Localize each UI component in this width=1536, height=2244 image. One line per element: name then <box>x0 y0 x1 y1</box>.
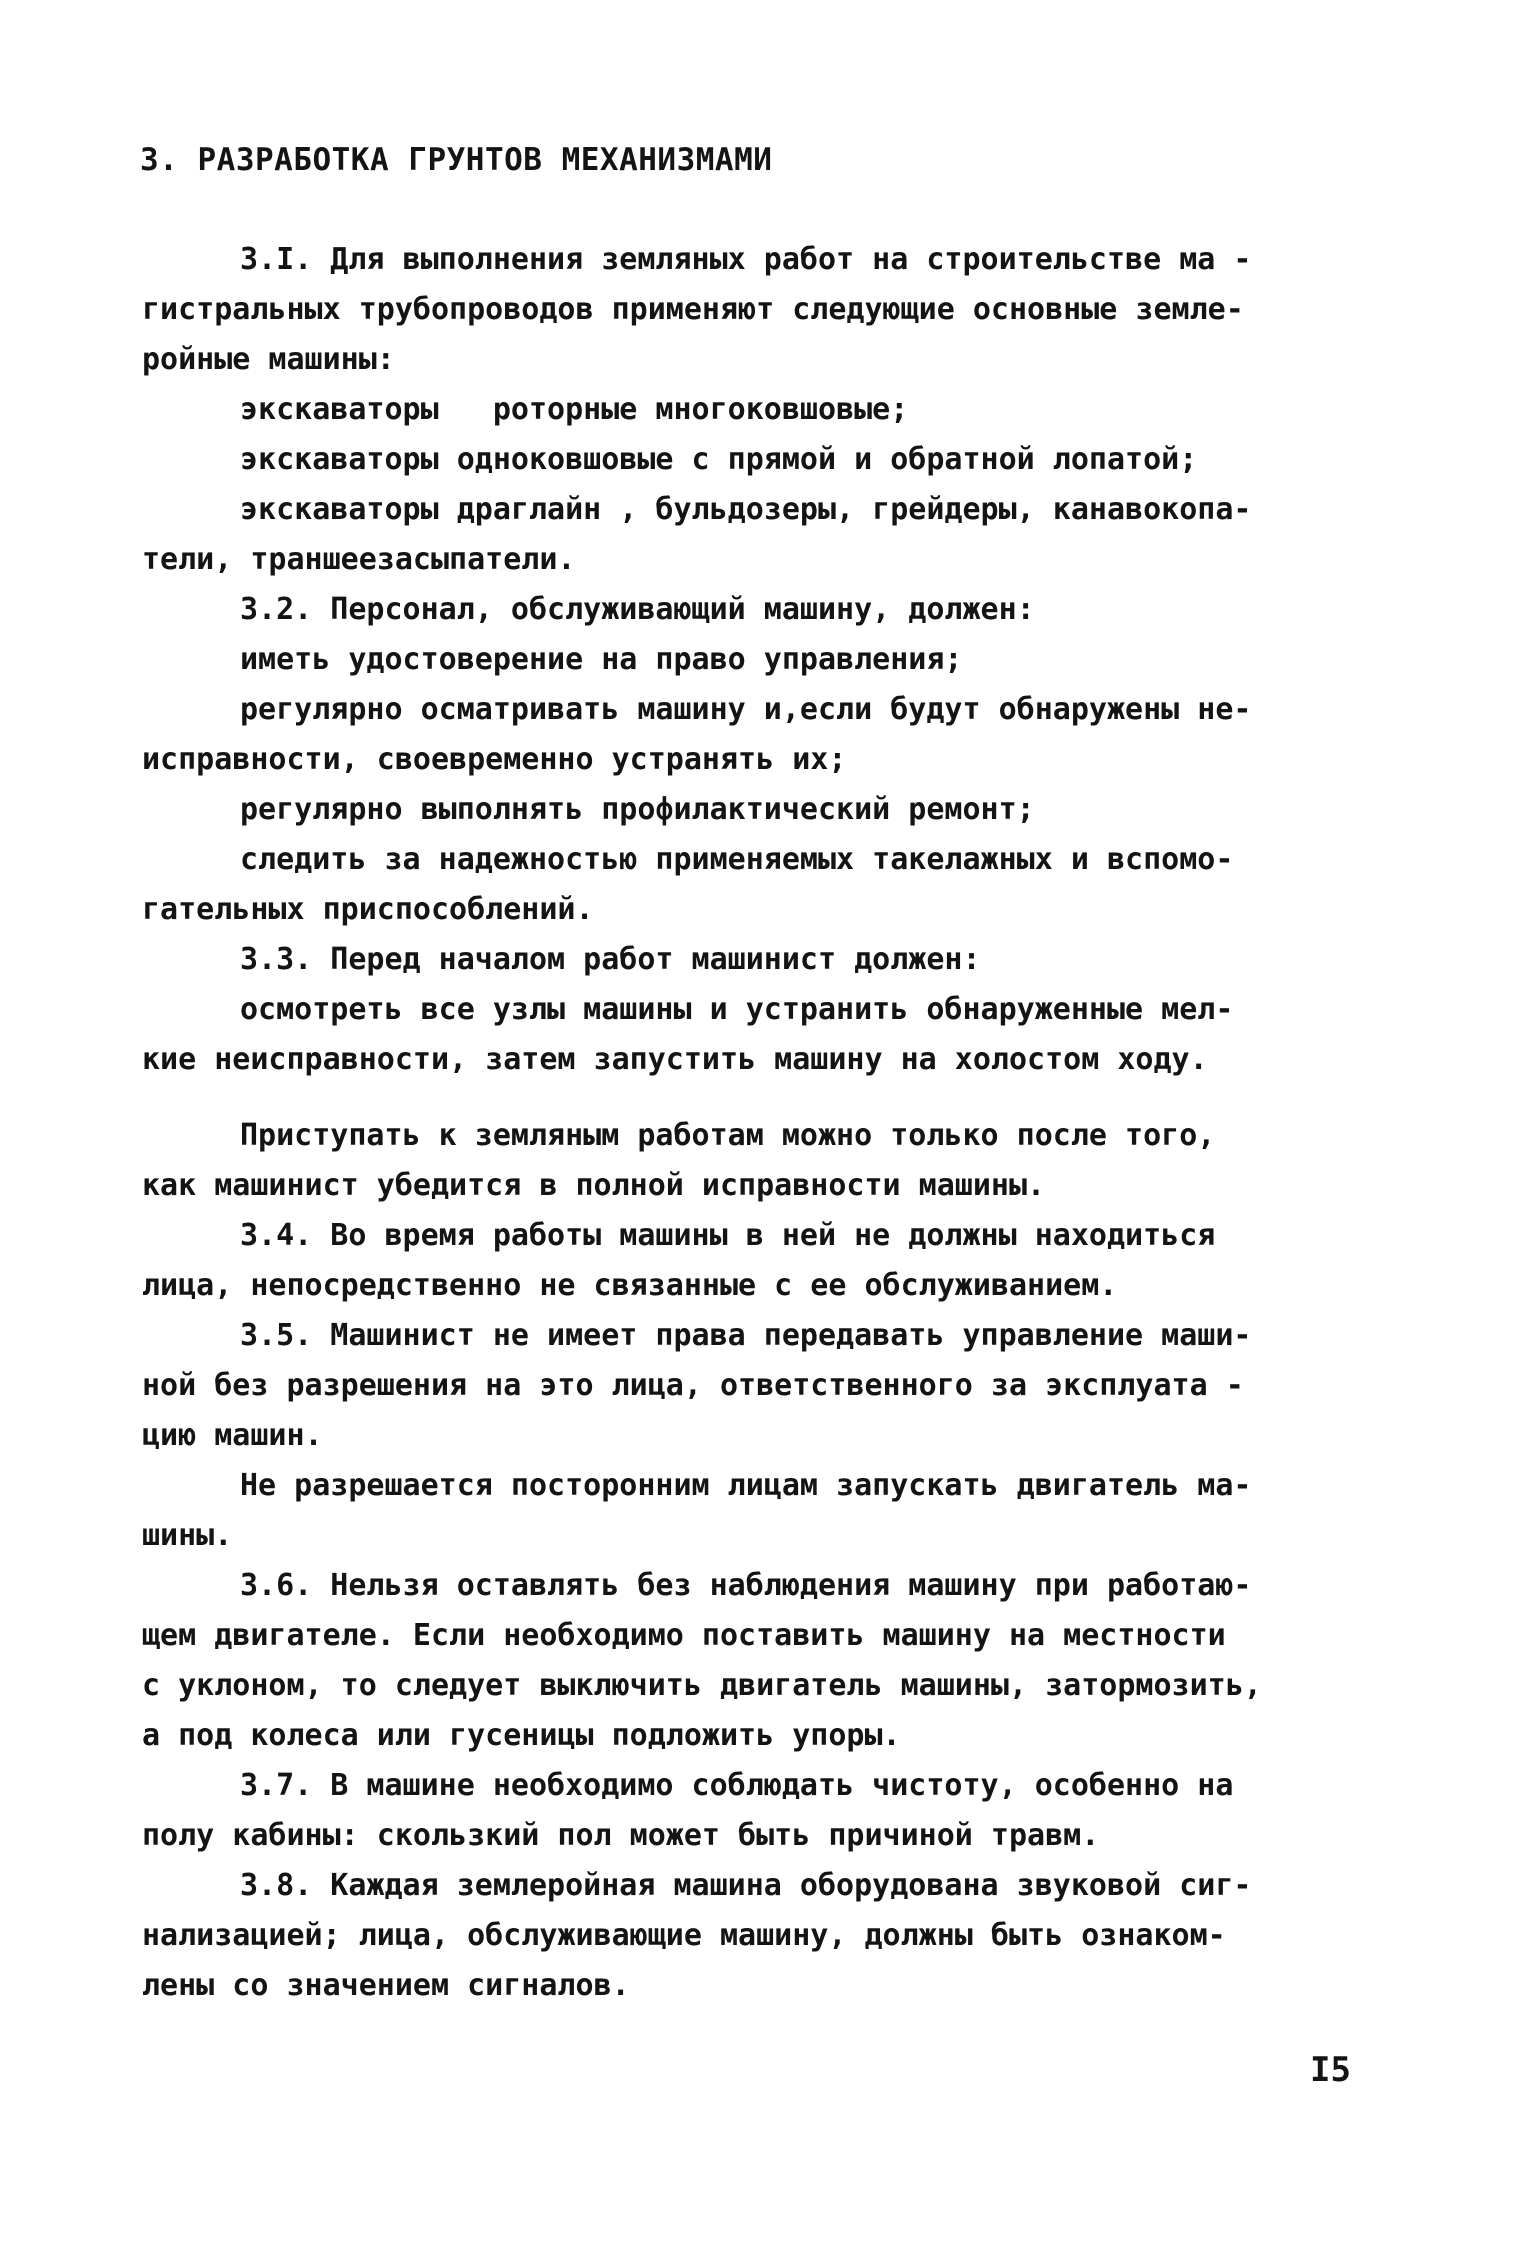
text-line: Приступать к земляным работам можно только после того, <box>240 1118 1216 1153</box>
text-line: а под колеса или гусеницы подложить упоры. <box>142 1718 901 1753</box>
text-line: ройные машины: <box>142 342 395 377</box>
text-line: лица, непосредственно не связанные с ее обслуживанием. <box>142 1268 1118 1303</box>
text-line: ной без разрешения на это лица, ответственного за эксплуата - <box>142 1368 1244 1403</box>
text-line: нализацией; лица, обслуживающие машину, должны быть ознаком- <box>142 1918 1226 1953</box>
text-line: 3.2. Персонал, обслуживающий машину, должен: <box>240 592 1035 627</box>
section-heading: 3. РАЗРАБОТКА ГРУНТОВ МЕХАНИЗМАМИ <box>140 142 773 178</box>
text-line: тели, траншеезасыпатели. <box>142 542 576 577</box>
page-number: I5 <box>1310 2050 1351 2090</box>
text-line: следить за надежностью применяемых такелажных и вспомо- <box>240 842 1234 877</box>
text-line: 3.6. Нельзя оставлять без наблюдения машину при работаю- <box>240 1568 1252 1603</box>
text-line: как машинист убедится в полной исправности машины. <box>142 1168 1046 1203</box>
text-line: осмотреть все узлы машины и устранить обнаруженные мел- <box>240 992 1234 1027</box>
text-line: полу кабины: скользкий пол может быть причиной травм. <box>142 1818 1100 1853</box>
text-line: шины. <box>142 1518 233 1553</box>
text-line: регулярно выполнять профилактический ремонт; <box>240 792 1035 827</box>
text-line: цию машин. <box>142 1418 323 1453</box>
text-line: экскаваторы роторные многоковшовые; <box>240 392 909 427</box>
text-line: 3.5. Машинист не имеет права передавать управление маши- <box>240 1318 1252 1353</box>
text-line: Не разрешается посторонним лицам запускать двигатель ма- <box>240 1468 1252 1503</box>
text-line: гательных приспособлений. <box>142 892 594 927</box>
text-line: 3.4. Во время работы машины в ней не должны находиться <box>240 1218 1216 1253</box>
text-line: кие неисправности, затем запустить машину на холостом ходу. <box>142 1042 1208 1077</box>
text-line: щем двигателе. Если необходимо поставить машину на местности <box>142 1618 1226 1653</box>
text-line: 3.8. Каждая землеройная машина оборудована звуковой сиг- <box>240 1868 1252 1903</box>
text-line: с уклоном, то следует выключить двигатель машины, затормозить, <box>142 1668 1262 1703</box>
text-line: исправности, своевременно устранять их; <box>142 742 847 777</box>
text-line: 3.3. Перед началом работ машинист должен: <box>240 942 981 977</box>
text-line: экскаваторы драглайн , бульдозеры, грейдеры, канавокопа- <box>240 492 1252 527</box>
text-line: лены со значением сигналов. <box>142 1968 630 2003</box>
text-line: 3.7. В машине необходимо соблюдать чистоту, особенно на <box>240 1768 1234 1803</box>
text-line: 3.I. Для выполнения земляных работ на строительстве ма - <box>240 242 1252 277</box>
text-line: экскаваторы одноковшовые с прямой и обратной лопатой; <box>240 442 1198 477</box>
text-line: иметь удостоверение на право управления; <box>240 642 963 677</box>
text-line: гистральных трубопроводов применяют следующие основные земле- <box>142 292 1244 327</box>
text-line: регулярно осматривать машину и,если будут обнаружены не- <box>240 692 1252 727</box>
